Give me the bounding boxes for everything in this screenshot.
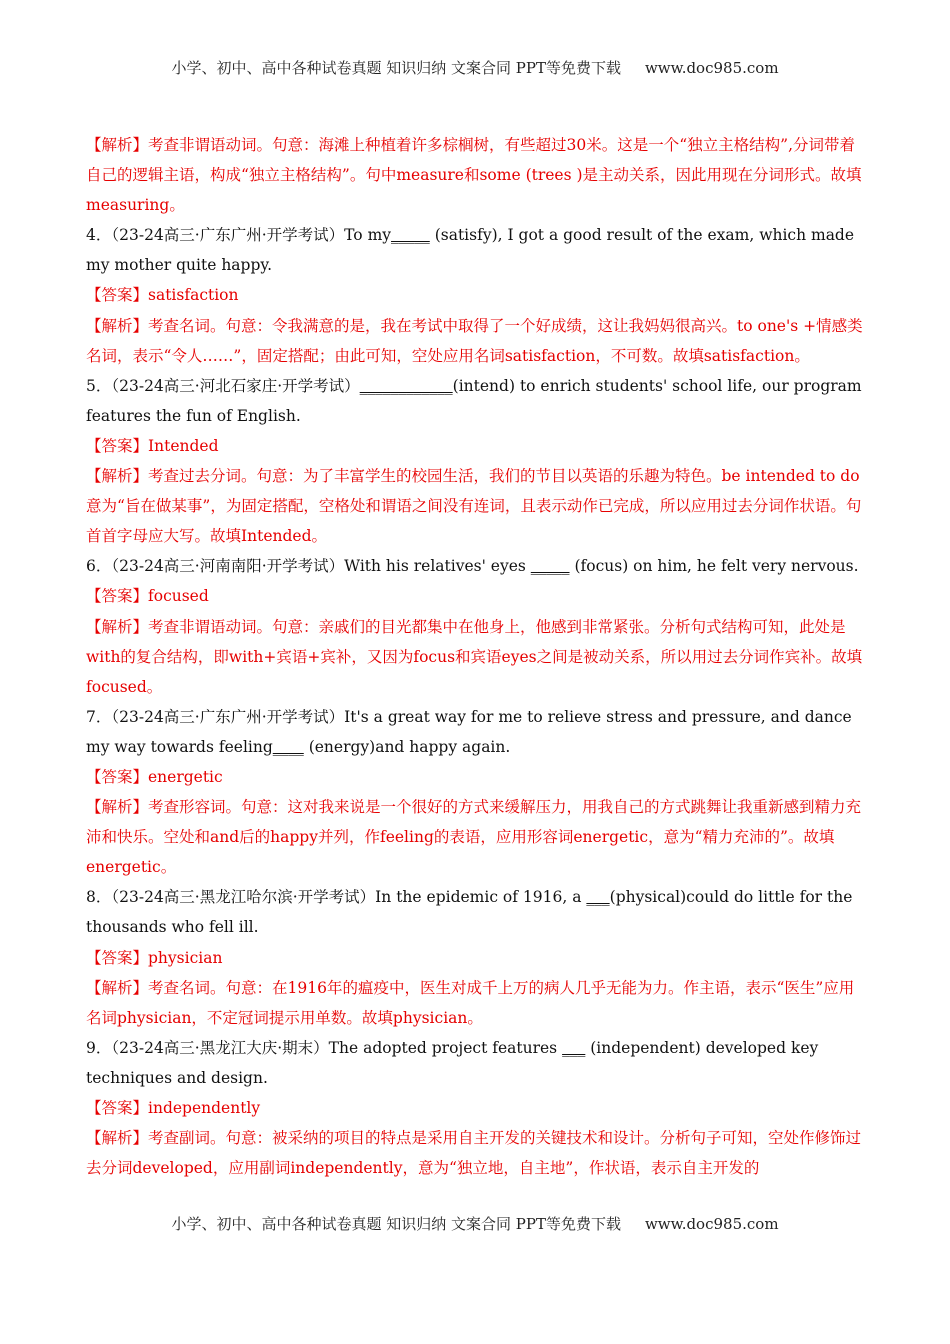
question-number: 5． — [86, 376, 112, 395]
question-9 — [86, 1033, 864, 1093]
header-url[interactable]: www.doc985.com — [644, 59, 779, 77]
analysis-4: 【解析】考查名词。句意：令我满意的是，我在考试中取得了一个好成绩，这让我妈妈很高兴。to one's +情感类名词，表示“令人……”，固定搭配；由此可知，空处应用名词satisfaction，不可数。故填satisfaction。 — [86, 316, 863, 365]
page-footer — [0, 1213, 950, 1234]
question-number: 4． — [86, 226, 112, 245]
question-8 — [86, 882, 864, 942]
question-number: 9． — [86, 1038, 112, 1057]
answer-blank: ____ — [272, 737, 304, 756]
question-source: （23-24高三·广东广州·开学考试） — [111, 226, 345, 245]
answer-5: 【答案】Intended — [86, 436, 219, 455]
question-text-after: (energy)and happy again. — [303, 737, 511, 756]
answer-blank: ___ — [586, 888, 610, 907]
answer-6: 【答案】focused — [86, 587, 209, 606]
footer-url[interactable]: www.doc985.com — [644, 1215, 779, 1233]
footer-text: 小学、初中、高中各种试卷真题 知识归纳 文案合同 PPT等免费下载 — [171, 1215, 621, 1233]
question-number: 7． — [86, 707, 112, 726]
question-text-after: (intend) to enrich students' school life, our program features the fun of English. — [86, 376, 862, 425]
header-text: 小学、初中、高中各种试卷真题 知识归纳 文案合同 PPT等免费下载 — [171, 59, 621, 77]
question-number: 6． — [86, 557, 112, 576]
question-5 — [86, 371, 864, 431]
question-source: （23-24高三·河北石家庄·开学考试） — [111, 376, 360, 395]
question-source: （23-24高三·河南南阳·开学考试） — [111, 557, 345, 576]
question-number: 8． — [86, 888, 112, 907]
answer-blank: _____ — [391, 226, 430, 245]
question-4 — [86, 220, 864, 280]
question-text-before: In the epidemic of 1916, a — [375, 888, 587, 907]
question-source: （23-24高三·黑龙江大庆·期末） — [111, 1038, 329, 1057]
question-text-after: (satisfy), I got a good result of the exam, which made my mother quite happy. — [86, 226, 855, 275]
question-text-after: (independent) developed key techniques and design. — [86, 1038, 819, 1087]
question-text-before: The adopted project features — [328, 1038, 563, 1057]
answer-blank: ___ — [562, 1038, 586, 1057]
answer-8: 【答案】physician — [86, 948, 223, 967]
answer-9: 【答案】independently — [86, 1099, 261, 1117]
question-text-after: (focus) on him, he felt very nervous. — [569, 557, 859, 576]
answer-7: 【答案】energetic — [86, 767, 223, 786]
question-text-before: To my — [344, 226, 392, 245]
question-source: （23-24高三·广东广州·开学考试） — [111, 707, 345, 726]
question-text-before: With his relatives' eyes — [344, 557, 531, 576]
analysis-9: 【解析】考查副词。句意：被采纳的项目的特点是采用自主开发的关键技术和设计。分析句子可知，空处作修饰过去分词developed，应用副词independently，意为“独立地，自主地”，作状语，表示自主开发的 — [86, 1129, 862, 1178]
document-body — [86, 130, 864, 1183]
analysis-8: 【解析】考查名词。句意：在1916年的瘟疫中，医生对成千上万的病人几乎无能为力。作主语，表示“医生”应用名词physician，不定冠词提示用单数。故填physician。 — [86, 978, 855, 1027]
intro-analysis: 【解析】考查非谓语动词。句意：海滩上种植着许多棕榈树，有些超过30米。这是一个“独立主格结构”,分词带着自己的逻辑主语，构成“独立主格结构”。句中measure和some (trees )是主动关系，因此用现在分词形式。故填measuring。 — [86, 136, 862, 215]
analysis-6: 【解析】考查非谓语动词。句意：亲戚们的目光都集中在他身上，他感到非常紧张。分析句式结构可知，此处是with的复合结构，即with+宾语+宾补，又因为focus和宾语eyes之间是被动关系，所以用过去分词作宾补。故填focused。 — [86, 617, 863, 696]
question-text-after: (physical)could do little for the thousands who fell ill. — [86, 888, 853, 937]
analysis-7: 【解析】考查形容词。句意：这对我来说是一个很好的方式来缓解压力，用我自己的方式跳舞让我重新感到精力充沛和快乐。空处和and后的happy并列，作feeling的表语，应用形容词energetic，意为“精力充沛的”。故填energetic。 — [86, 798, 862, 877]
question-text-before: It's a great way for me to relieve stress and pressure, and dance my way towards feeling — [86, 707, 852, 756]
answer-blank: _____ — [530, 557, 570, 576]
analysis-5: 【解析】考查过去分词。句意：为了丰富学生的校园生活，我们的节目以英语的乐趣为特色。be intended to do意为“旨在做某事”，为固定搭配，空格处和谓语之间没有连词，且表示动作已完成，所以应用过去分词作状语。句首首字母应大写。故填Intended。 — [86, 467, 862, 546]
question-7 — [86, 702, 864, 762]
question-6 — [86, 551, 864, 581]
answer-4: 【答案】satisfaction — [86, 286, 239, 305]
question-source: （23-24高三·黑龙江哈尔滨·开学考试） — [111, 888, 376, 907]
answer-blank: ____________ — [359, 376, 453, 395]
page-header — [0, 57, 950, 78]
